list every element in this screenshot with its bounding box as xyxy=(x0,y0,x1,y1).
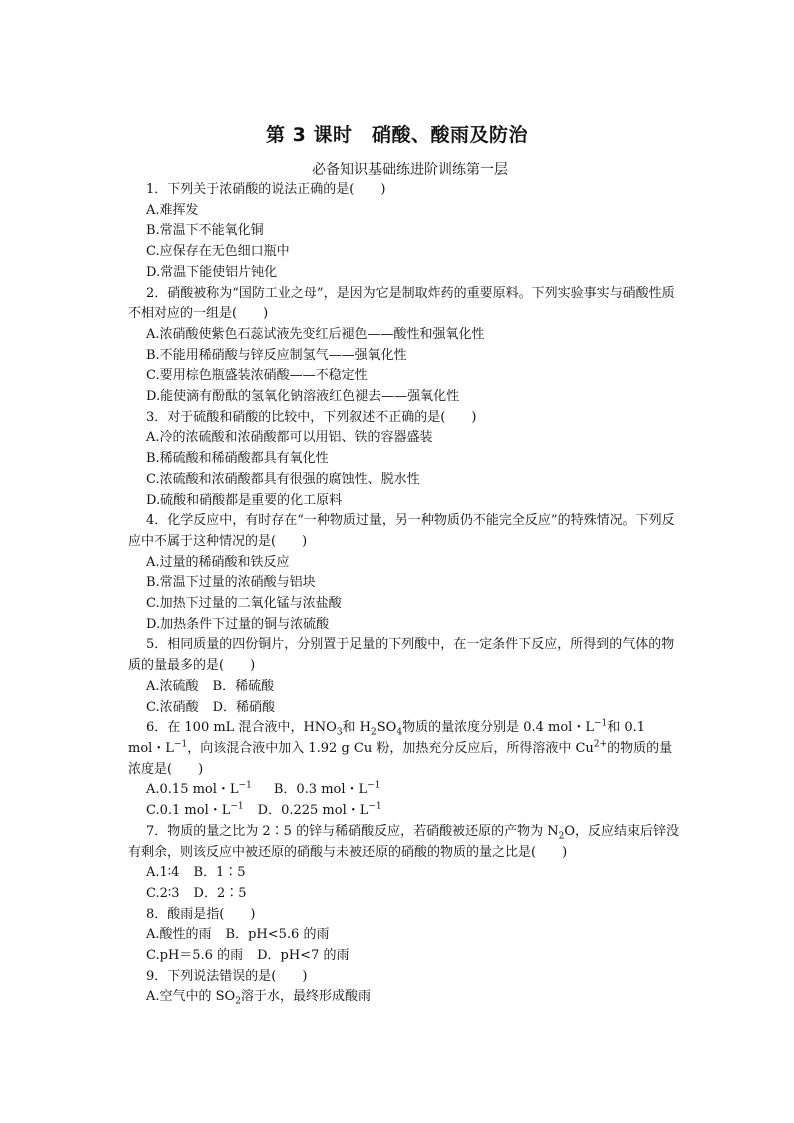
question-6-sup-2: −1 xyxy=(173,739,188,750)
question-5-option-b: B．稀硫酸 xyxy=(212,678,275,694)
question-5-option-c: C.浓硝酸 xyxy=(146,699,199,715)
question-1-option-d: D.常温下能使铝片钝化 xyxy=(146,264,278,280)
question-6-sup-1: −1 xyxy=(593,718,608,729)
question-7-option-d: D．2∶5 xyxy=(193,885,247,901)
question-list xyxy=(128,180,683,1008)
question-9-stem: 9．下列说法错误的是( ) xyxy=(146,968,308,984)
question-3-option-b: B.稀硫酸和稀硝酸都具有氧化性 xyxy=(146,451,329,467)
question-5-option-a: A.浓硫酸 xyxy=(146,678,199,694)
question-4-stem: 4．化学反应中，有时存在“一种物质过量，另一种物质仍不能完全反应”的特殊情况。下列反应中不属于这种情况的是( ) xyxy=(128,513,675,549)
question-5-option-d: D．稀硝酸 xyxy=(212,699,276,715)
question-6-option-b-sup: −1 xyxy=(367,781,381,792)
question-8-option-d: D．pH<7 的雨 xyxy=(257,948,350,964)
question-7-option-c: C.2∶3 xyxy=(146,885,180,901)
question-2-option-c: C.要用棕色瓶盛装浓硝酸——不稳定性 xyxy=(146,368,368,384)
question-1-stem: 1．下列关于浓硝酸的说法正确的是( ) xyxy=(146,182,386,197)
question-9-option-a-sub: 2 xyxy=(235,997,241,1008)
question-6-option-a-sup: −1 xyxy=(238,781,252,792)
question-2-option-a: A.浓硝酸使紫色石蕊试液先变红后褪色——酸性和强氧化性 xyxy=(146,326,485,342)
question-8-options-ab xyxy=(128,925,683,946)
question-2-option-b: B.不能用稀硝酸与锌反应制氢气——强氧化性 xyxy=(146,347,407,363)
question-6-text-7: 的物质的量浓度是( ) xyxy=(128,740,673,777)
question-6-text-1: 6．在 100 mL 混合液中，HNO xyxy=(146,720,337,736)
question-1-option-c: C.应保存在无色细口瓶中 xyxy=(146,244,290,260)
question-6-text-4: 物质的量浓度分别是 0.4 mol・L xyxy=(402,720,594,736)
question-7-sub-1: 2 xyxy=(558,831,565,842)
question-2-stem: 2．硝酸被称为“国防工业之母”，是因为它是制取炸药的重要原料。下列实验事实与硝酸性质不相对应的一组是( ) xyxy=(128,285,675,322)
question-8-stem: 8．酸雨是指( ) xyxy=(146,906,256,922)
question-6-text-5: 和 0.1 mol・L xyxy=(128,720,646,756)
question-3-option-c: C.浓硫酸和浓硝酸都具有很强的腐蚀性、脱水性 xyxy=(146,471,420,487)
question-6-options-ab xyxy=(128,780,683,801)
question-9-option-a-text-1: A.空气中的 SO xyxy=(146,989,236,1005)
question-1-option-b: B.常温下不能氧化铜 xyxy=(146,223,264,239)
question-6-option-c-sup: −1 xyxy=(230,801,244,812)
question-7-text-1: 7．物质的量之比为 2∶5 的锌与稀硝酸反应，若硝酸被还原的产物为 N xyxy=(146,823,559,839)
question-9-option-a xyxy=(128,987,683,1008)
question-6-sup-3: 2+ xyxy=(593,739,608,750)
question-6-option-c: C.0.1 mol・L xyxy=(146,803,231,819)
question-6-option-d-sup: −1 xyxy=(368,801,382,812)
question-4-option-c: C.加热下过量的二氧化锰与浓盐酸 xyxy=(146,596,342,612)
question-7-options-ab xyxy=(128,863,683,884)
question-6-text-3: SO xyxy=(376,720,397,736)
question-5-options-ab xyxy=(128,677,683,698)
question-6-text-6: ，向该混合液中加入 1.92 g Cu 粉，加热充分反应后，所得溶液中 Cu xyxy=(187,740,594,756)
question-3-option-d: D.硫酸和硝酸都是重要的化工原料 xyxy=(146,492,343,508)
question-4-option-d: D.加热条件下过量的铜与浓硫酸 xyxy=(146,616,330,632)
question-8-options-cd xyxy=(128,946,683,967)
question-6-option-a: A.0.15 mol・L xyxy=(146,782,239,798)
question-3-stem: 3．对于硫酸和硝酸的比较中，下列叙述不正确的是( ) xyxy=(146,409,477,425)
question-2-option-d: D.能使滴有酚酞的氢氧化钠溶液红色褪去——强氧化性 xyxy=(146,389,460,405)
question-1-option-a: A.难挥发 xyxy=(146,202,199,218)
question-8-option-c: C.pH＝5.6 的雨 xyxy=(146,948,244,964)
question-6-sub-2: 2 xyxy=(371,727,377,738)
question-4-option-b: B.常温下过量的浓硝酸与铝块 xyxy=(146,575,316,591)
question-5-stem: 5．相同质量的四份铜片，分别置于足量的下列酸中，在一定条件下反应，所得到的气体的物质的量最多的是( ) xyxy=(128,637,675,674)
question-3-option-a: A.冷的浓硫酸和浓硝酸都可以用铝、铁的容器盛装 xyxy=(146,430,433,446)
page-title: 第 3 课时 硝酸、酸雨及防治 xyxy=(266,124,528,146)
question-6-stem xyxy=(128,718,683,780)
question-6-option-d: D．0.225 mol・L xyxy=(257,803,369,819)
question-9-option-a-text-2: 溶于水，最终形成酸雨 xyxy=(240,989,371,1005)
question-7-options-cd xyxy=(128,884,683,905)
question-7-text-2: O，反应结束后锌没有剩余，则该反应中被还原的硝酸与未被还原的硝酸的物质的量之比是( ) xyxy=(128,823,679,860)
question-7-option-a: A.1∶4 xyxy=(146,865,180,881)
question-8-option-a: A.酸性的雨 xyxy=(146,927,212,943)
page-subtitle: 必备知识基础练进阶训练第一层 xyxy=(312,162,508,178)
question-6-options-cd xyxy=(128,801,683,822)
question-6-sub-3: 4 xyxy=(396,727,403,738)
question-5-options-cd xyxy=(128,698,683,719)
question-7-option-b: B．1∶5 xyxy=(193,865,246,881)
question-7-stem xyxy=(128,822,683,863)
question-6-option-b: B．0.3 mol・L xyxy=(273,782,368,798)
question-4-option-a: A.过量的稀硝酸和铁反应 xyxy=(146,554,290,570)
question-8-option-b: B．pH<5.6 的雨 xyxy=(225,927,330,943)
question-6-sub-1: 3 xyxy=(336,727,343,738)
question-6-text-2: 和 H xyxy=(342,720,372,736)
